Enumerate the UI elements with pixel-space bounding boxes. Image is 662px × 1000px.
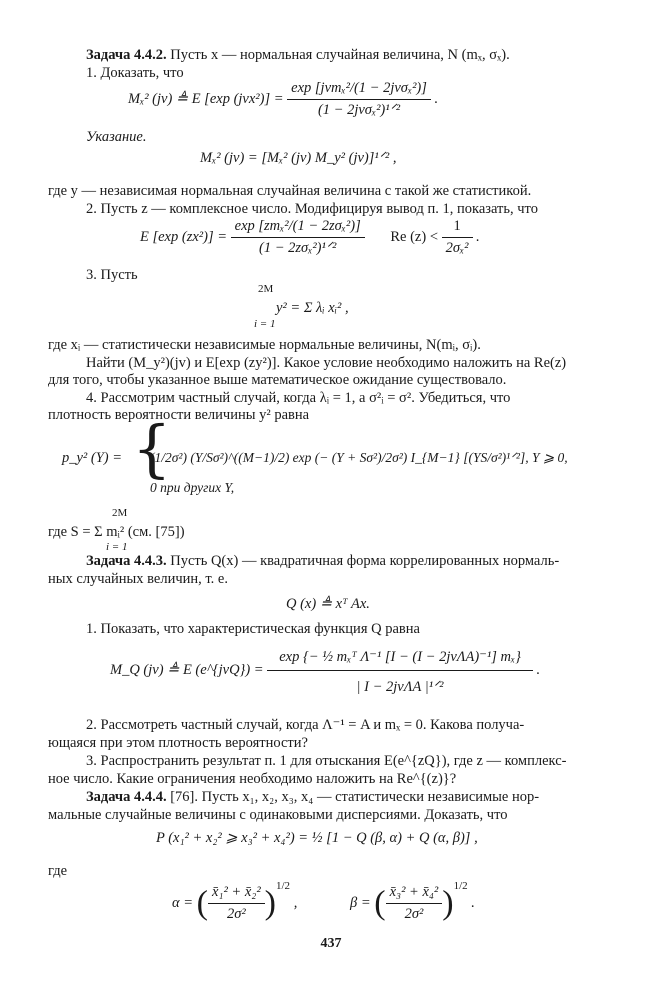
task-444-heading xyxy=(86,788,539,806)
where-S-upper: 2M xyxy=(112,507,128,519)
beta-numerator: x̄₃² + x̄₄² xyxy=(386,884,443,904)
where-S-lower: i = 1 xyxy=(106,541,128,553)
eq1-numerator: exp [jvmₓ²/(1 − 2jvσₓ²)] xyxy=(287,80,431,100)
eq4-lower-limit: i = 1 xyxy=(254,318,276,330)
task-443-item2b: ющаяся при этом плотность вероятности? xyxy=(48,735,308,751)
task-443-intro: Пусть Q(x) — квадратичная форма коррелированных нормаль- xyxy=(170,553,560,569)
eq1-lhs: Mₓ² (jv) ≜ E [exp (jvx²)] = xyxy=(128,91,284,107)
eq4-upper-limit: 2M xyxy=(258,283,274,295)
text-density: плотность вероятности величины y² равна xyxy=(48,407,310,423)
eq3-cond-denominator: 2σₓ² xyxy=(445,240,469,256)
task-442-item1: 1. Доказать, что xyxy=(86,65,184,81)
eq3-condition: Re (z) < xyxy=(390,229,439,245)
eq-mq-lhs: M_Q (jv) ≜ E (e^{jvQ}) = xyxy=(110,662,264,678)
task-444-intro: [76]. Пусть x₁, x₂, x₃, x₄ — статистически независимые нор- xyxy=(170,789,540,805)
task-442-item2: 2. Пусть z — комплексное число. Модифицируя вывод п. 1, показать, что xyxy=(86,201,538,217)
text-find2: для того, чтобы указанное выше математическое ожидание существовало. xyxy=(48,372,507,388)
beta-denominator: 2σ² xyxy=(404,906,424,923)
task-442-eq1: Mₓ² (jv) ≜ E [exp (jvx²)] = $\frac{\text{exp [jvmₓ²/(1 − 2jvσₓ²)]}}{\text{(1 − 2jvσₓ²)¹ᐟ²}}$ . xyxy=(128,80,439,118)
eq3-numerator: exp [zmₓ²/(1 − 2zσₓ²)] xyxy=(231,218,365,238)
page-number: 437 xyxy=(320,936,342,951)
task-443-label: Задача 4.4.3. xyxy=(86,553,167,569)
task-444-eq1: P (x₁² + x₂² ⩾ x₃² + x₄²) = ½ [1 − Q (β, α) + Q (α, β)] , xyxy=(156,830,478,846)
task-442-eq3: E [exp (zx²)] = $\frac{\text{exp [zmₓ²/(1 − 2zσₓ²)]}}{\text{(1 − 2zσₓ²)¹ᐟ²}}$ Re (z) < $\frac{1}{\text{2σₓ²}}$ . xyxy=(140,218,480,256)
task-442-eq2: Mₓ² (jv) = [Mₓ² (jv) M_y² (jv)]¹ᐟ² , xyxy=(200,150,397,166)
alpha-numerator: x̄₁² + x̄₂² xyxy=(208,884,265,904)
alpha-lhs: α = xyxy=(172,895,194,912)
task-442-item3: 3. Пусть xyxy=(86,267,138,283)
task-443-eq1: Q (x) ≜ xᵀ Ax. xyxy=(286,596,370,612)
alpha-exponent: 1/2 xyxy=(276,880,291,892)
alpha-definition: α = ( $\frac{\text{x̄₁² + x̄₂²}}{\text{2σ²}}$ )$^{1/2}$ , xyxy=(172,880,298,923)
task-443-item2: 2. Рассмотреть частный случай, когда Λ⁻¹ = A и mₓ = 0. Какова получа- xyxy=(86,717,525,733)
task-443-item3b: ное число. Какие ограничения необходимо наложить на Re^{(z)}? xyxy=(48,771,457,787)
text-find: Найти (M_y²)(jv) и E[exp (zy²)]. Какое условие необходимо наложить на Re(z) xyxy=(86,355,567,371)
beta-definition: β = ( $\frac{\text{x̄₃² + x̄₄²}}{\text{2σ²}}$ )$^{1/2}$ . xyxy=(350,880,475,923)
eq5-brace: { xyxy=(132,412,172,485)
eq3-cond-numerator: 1 xyxy=(442,218,473,238)
hint-label: Указание. xyxy=(86,129,147,145)
eq3-lhs: E [exp (zx²)] = xyxy=(140,229,228,245)
task-442-eq4: y² = Σ λᵢ xᵢ² , xyxy=(276,300,349,316)
task-442-heading xyxy=(86,46,510,64)
alpha-denominator: 2σ² xyxy=(226,906,246,923)
eq1-denominator: (1 − 2jvσₓ²)¹ᐟ² xyxy=(317,102,401,118)
task-443-heading xyxy=(86,552,559,570)
eq-mq-numerator: exp {− ½ mₓᵀ Λ⁻¹ [I − (I − 2jvΛA)⁻¹] mₓ} xyxy=(267,645,533,671)
eq5-lhs: p_y² (Y) = xyxy=(62,450,123,466)
task-444-intro2: мальные случайные величины с одинаковыми дисперсиями. Доказать, что xyxy=(48,807,508,823)
text-where: где xyxy=(48,863,68,879)
eq-mq-denominator: | I − 2jvΛA |¹ᐟ² xyxy=(356,679,444,695)
task-444-label: Задача 4.4.4. xyxy=(86,789,167,805)
beta-lhs: β = xyxy=(350,895,371,912)
eq5-row2: 0 при других Y, xyxy=(150,480,235,495)
task-443-item3: 3. Распространить результат п. 1 для отыскания E(e^{zQ}), где z — комплекс- xyxy=(86,753,567,769)
task-443-intro2: ных случайных величин, т. е. xyxy=(48,571,228,587)
task-443-item1: 1. Показать, что характеристическая функция Q равна xyxy=(86,621,420,637)
text-where-y: где y — независимая нормальная случайная величина с такой же статистикой. xyxy=(48,183,532,199)
text-xi: где xᵢ — статистически независимые нормальные величины, N(mᵢ, σᵢ). xyxy=(48,337,481,353)
beta-exponent: 1/2 xyxy=(453,880,468,892)
eq3-denominator: (1 − 2zσₓ²)¹ᐟ² xyxy=(259,240,337,256)
task-442-label: Задача 4.4.2. xyxy=(86,47,167,63)
task-443-eq2: M_Q (jv) ≜ E (e^{jvQ}) = $\frac{\text{exp \{− ½ mₓᵀ Λ⁻¹ [I − (I − 2jvΛA)⁻¹] mₓ\}}}{\text{| I − 2jvΛA |¹ᐟ²}}$ . xyxy=(110,645,540,696)
eq5-row1: (1/2σ²) (Y/Sσ²)^((M−1)/2) exp (− (Y + Sσ²)/2σ²) I_{M−1} [(YS/σ²)¹ᐟ²], Y ⩾ 0, xyxy=(150,450,568,465)
task-442-intro: Пусть x — нормальная случайная величина, N (mₓ, σₓ). xyxy=(170,47,510,63)
text-where-S: где S = Σ mᵢ² (см. [75]) xyxy=(48,524,185,540)
task-442-item4: 4. Рассмотрим частный случай, когда λᵢ = 1, а σ²ᵢ = σ². Убедиться, что xyxy=(86,390,511,406)
